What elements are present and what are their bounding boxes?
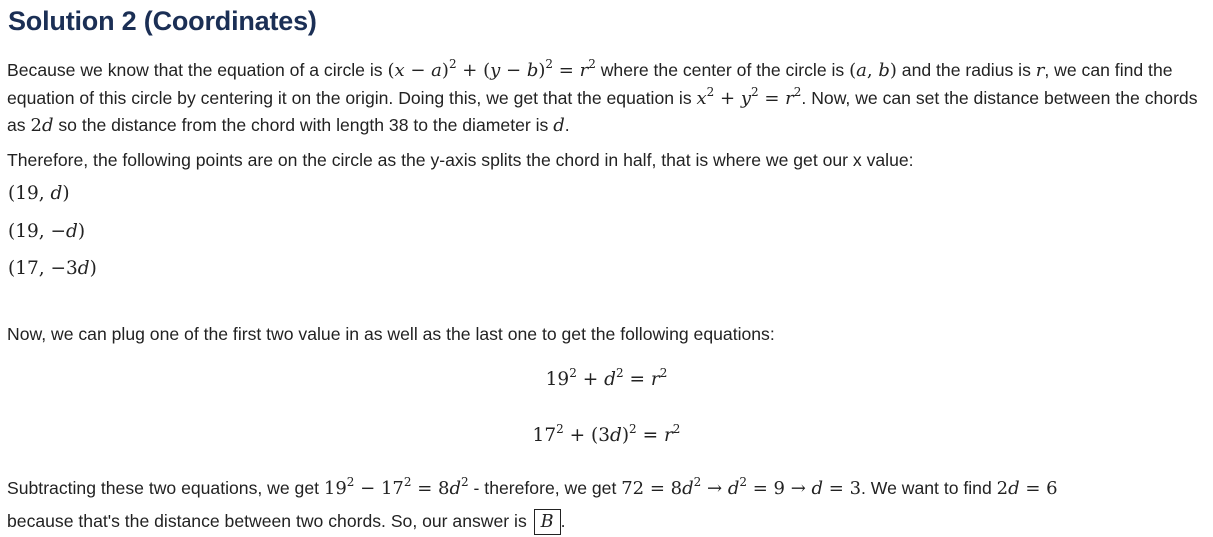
equation-2: $17^2 + (3d)^2 = r^2$ [532,422,681,446]
math-radius: r [1035,60,1045,81]
point-2: (19, −d) [8,221,86,242]
text: Subtracting these two equations, we get [7,478,324,498]
text: . We want to find [861,478,997,498]
point-3: (17, −3d) [8,258,97,279]
point-1: (19, d) [8,183,70,204]
math-center: (a, b) [849,60,897,81]
paragraph-points-intro: Therefore, the following points are on the circle as the y-axis splits the chord in half, that is where we get our x value: [7,150,914,170]
text: Because we know that the equation of a circle is [7,60,388,80]
math-subtraction: $19^2 - 17^2 = 8d^2$ [323,475,469,499]
math-answer-value: 2d = 6 [996,478,1058,499]
paragraph-conclusion [7,472,1205,537]
text: and the radius is [896,60,1036,80]
paragraph-circle-equation [7,57,1205,140]
math-distance: 2d [30,115,54,136]
text: . Now, we can set the distance between the chords as [7,87,1198,135]
text: . [560,511,566,531]
math-circle-equation: $(x - a)^2 + (y - b)^2 = r^2$ [387,57,596,81]
text: where the center of the circle is [595,60,850,80]
math-solve: $72 = 8d^2 \to d^2 = 9 \to d = 3$ [621,475,862,499]
text: , we can find the equation of this circle by centering it on the origin. Doing this, we get that the equation is [7,60,1173,108]
math-d: d [553,115,565,136]
paragraph-plug-in: Now, we can plug one of the first two value in as well as the last one to get the following equations: [7,324,775,344]
text: . [564,115,570,135]
text: - therefore, we get [468,478,622,498]
text: because that's the distance between two chords. So, our answer is [7,511,532,531]
answer-box: B [534,509,561,535]
page-title: Solution 2 (Coordinates) [8,6,317,36]
equation-1: $19^2 + d^2 = r^2$ [545,366,668,390]
text: so the distance from the chord with length 38 to the diameter is [53,115,554,135]
math-origin-equation: $x^2 + y^2 = r^2$ [696,84,802,109]
